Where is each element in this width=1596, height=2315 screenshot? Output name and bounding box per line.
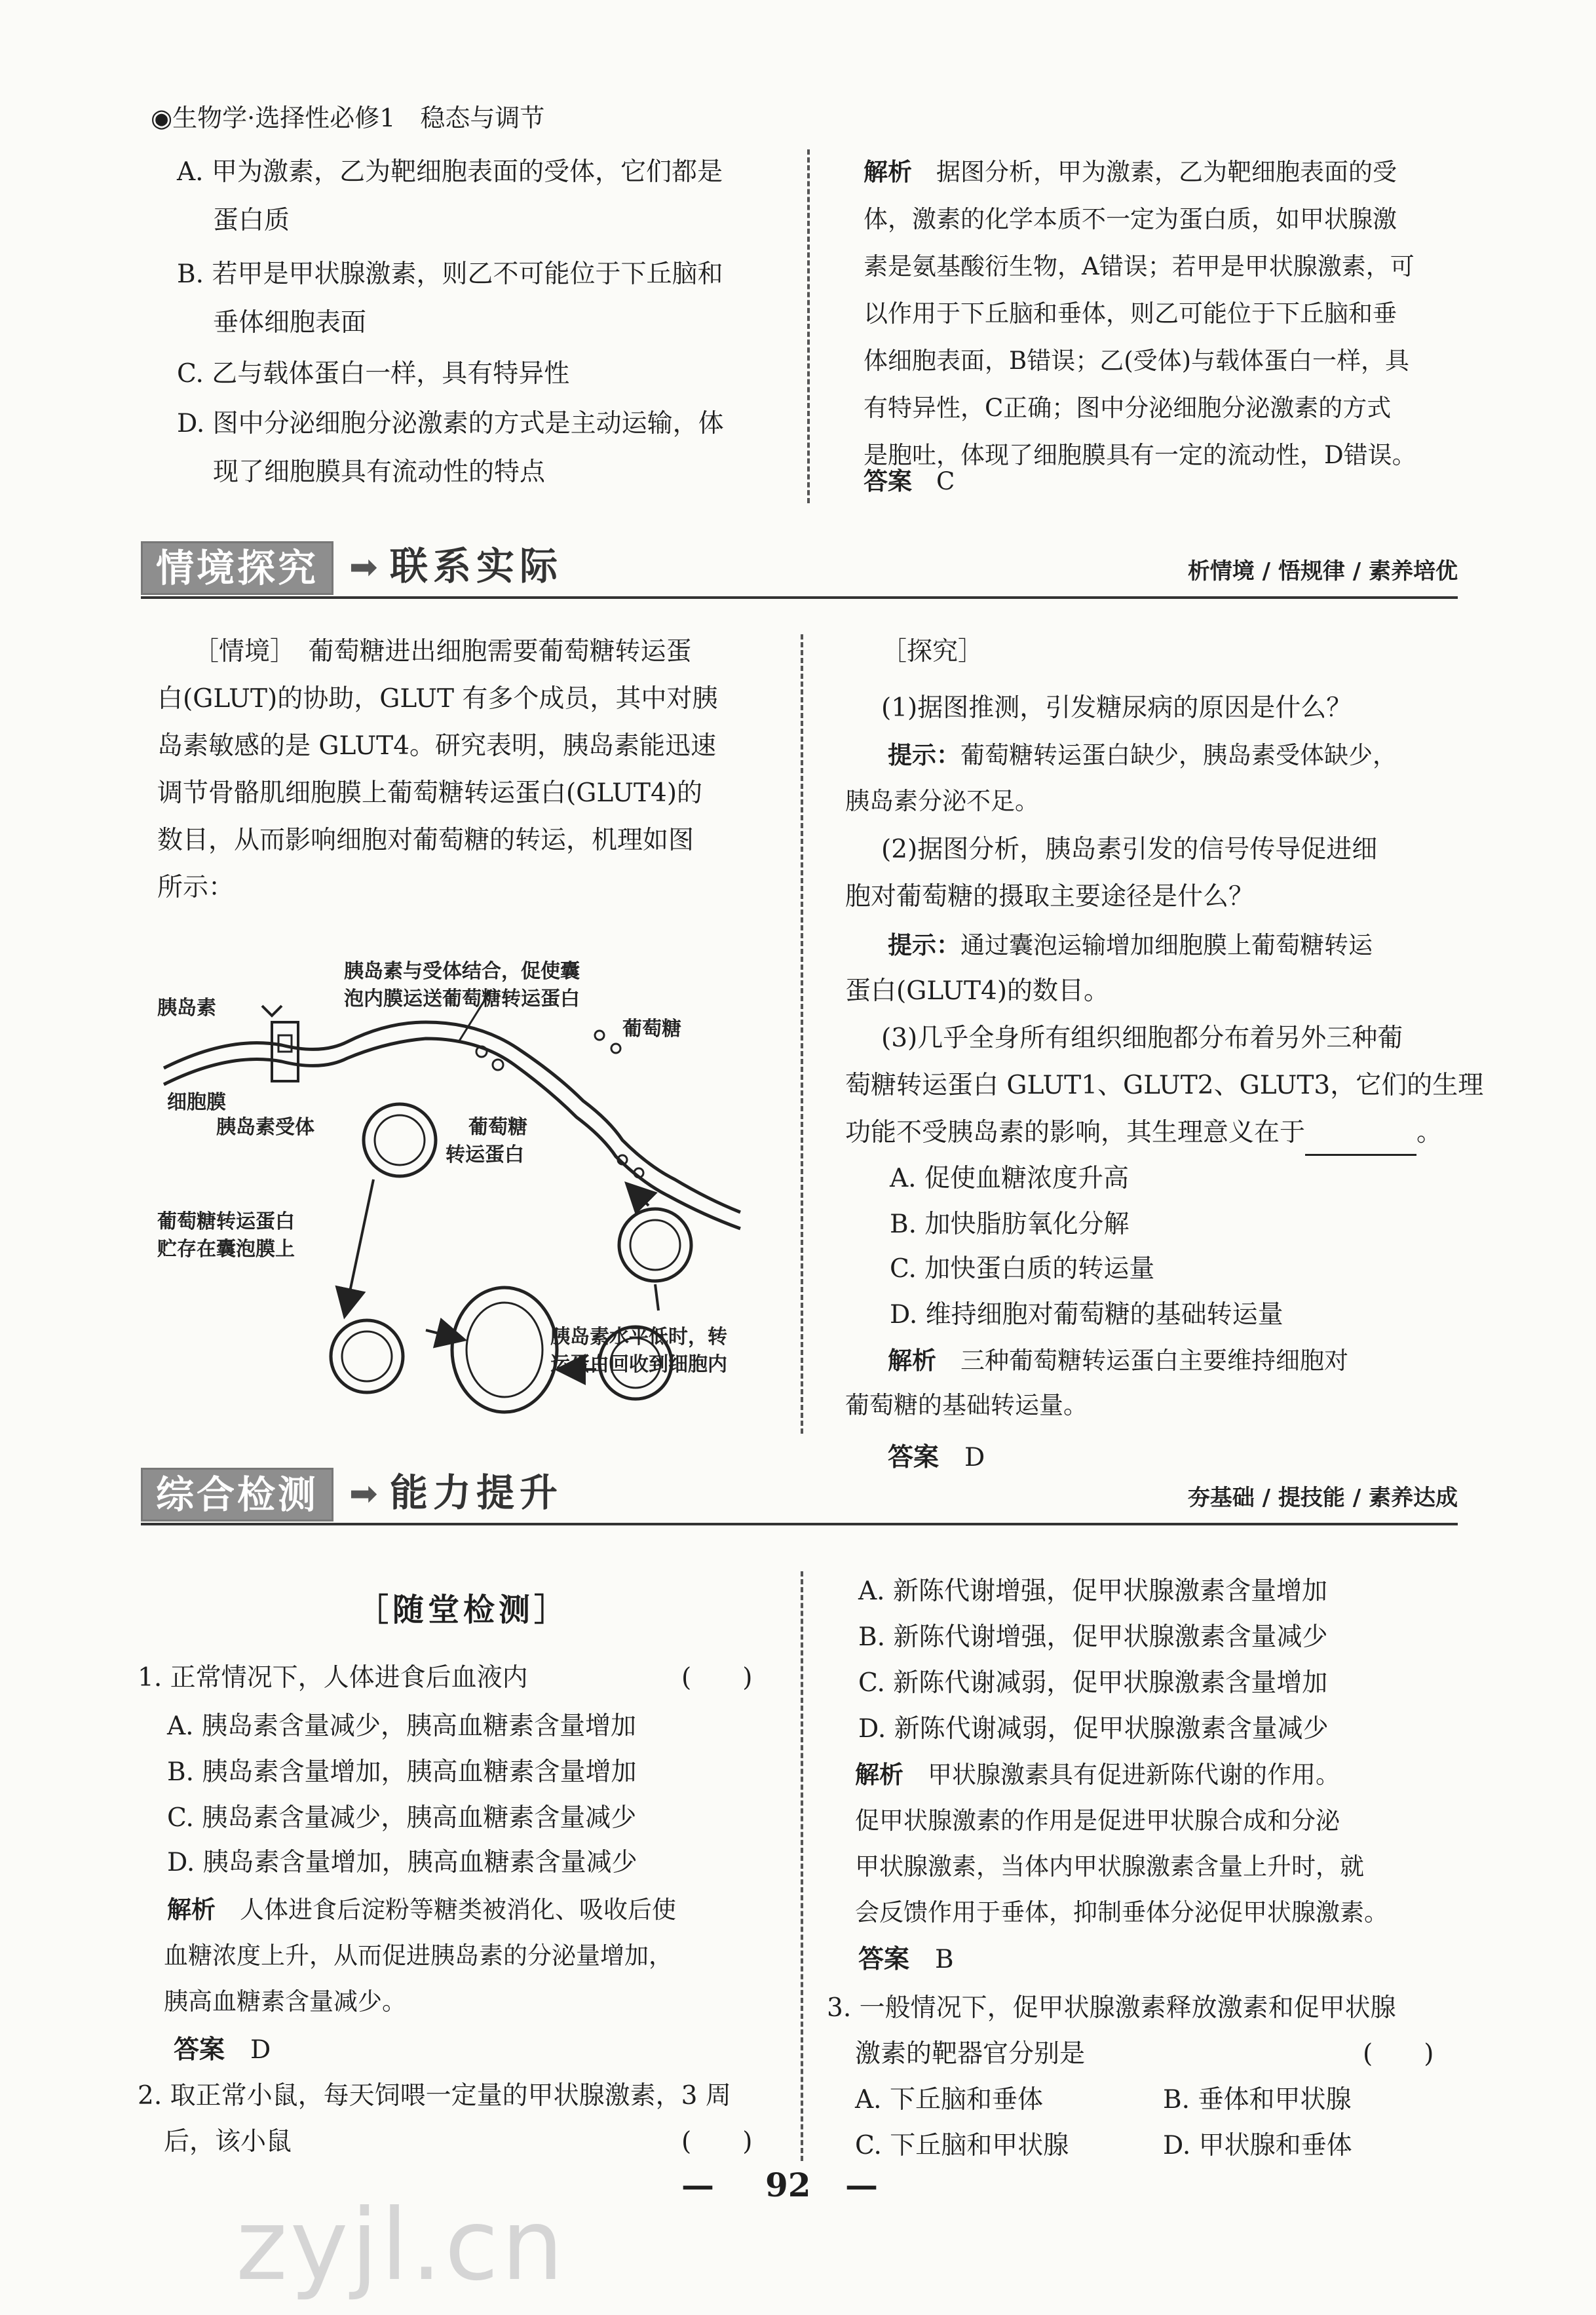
q2-analysis [855,1752,1340,1798]
answer-label: 答案 [864,467,912,495]
explore-option: B. 加快脂肪氧化分解 [890,1210,1130,1239]
situation-line: ［情境］ 葡萄糖进出细胞需要葡萄糖转运蛋 [193,637,692,666]
explore-q3: (3)几乎全身所有组织细胞都分布着另外三种葡 [881,1024,1403,1053]
quiz-q1-paren: ( ) [681,1663,753,1693]
option-b: B. 若甲是甲状腺激素，则乙不可能位于下丘脑和 [177,259,723,289]
analysis-text: 人体进食后淀粉等糖类被消化、吸收后使 [240,1896,676,1924]
option-d: D. 图中分泌细胞分泌激素的方式是主动运输，体 [177,409,724,438]
explore-q2-cont: 胞对葡萄糖的摄取主要途径是什么？ [845,882,1255,911]
explore-analysis [888,1338,1348,1384]
quiz-q2: 2. 取正常小鼠，每天饲喂一定量的甲状腺激素，3 周 [138,2081,731,2111]
section-rule [141,596,1458,599]
fig-label-receptor: 胰岛素受体 [216,1116,314,1139]
section-title: 能力提升 [390,1470,563,1515]
analysis-line: 是胞吐，体现了细胞膜具有一定的流动性，D错误。 [864,441,1416,469]
q1-analysis [167,1887,676,1933]
arrow-icon: ➡ [349,548,378,587]
explore-analysis-cont: 葡萄糖的基础转运量。 [845,1391,1088,1419]
situation-line: 数目，从而影响细胞对葡萄糖的转运，机理如图 [157,826,694,855]
q2-answer [858,1937,954,1983]
answer-value: C [936,467,955,495]
q3-option: C. 下丘脑和甲状腺 [855,2131,1069,2160]
quiz-q3: 3. 一般情况下，促甲状腺激素释放激素和促甲状腺 [827,1993,1396,2023]
situation-line: 调节骨骼肌细胞膜上葡萄糖转运蛋白(GLUT4)的 [157,778,703,808]
section-band-situation [141,541,1458,591]
q1-analysis-cont: 血糖浓度上升，从而促进胰岛素的分泌量增加， [164,1942,673,1970]
column-divider-mid [801,634,803,1434]
analysis-line: 有特异性，C正确；图中分泌细胞分泌激素的方式 [864,394,1392,422]
explore-a2 [888,923,1373,968]
answer-value: D [250,2035,271,2065]
section-subtitle: 夯基础 / 提技能 / 素养达成 [1187,1485,1458,1511]
explore-title: ［探究］ [881,637,984,666]
answer-label: 答案 [888,1443,940,1472]
situation-line: 岛素敏感的是 GLUT4。研究表明，胰岛素能迅速 [157,731,717,761]
explore-a2-cont: 蛋白(GLUT4)的数目。 [845,976,1110,1006]
fig-label-stored: 贮存在囊泡膜上 [157,1238,295,1261]
section-rule [141,1523,1458,1525]
top-analysis [864,149,1466,195]
arrow-icon: ➡ [349,1474,378,1514]
analysis-text: 甲状腺激素具有促进新陈代谢的作用。 [928,1761,1340,1789]
fig-label-low: 胰岛素水平低时，转 [550,1326,727,1349]
answer-label: 答案 [174,2035,225,2065]
situation-line: 所示： [157,873,235,902]
explore-q3-cont: 萄糖转运蛋白 GLUT1、GLUT2、GLUT3，它们的生理 [845,1071,1484,1100]
analysis-text: 三种葡萄糖转运蛋白主要维持细胞对 [960,1347,1348,1375]
q3-option: A. 下丘脑和垂体 [855,2085,1043,2114]
option-a: A. 甲为激素，乙为靶细胞表面的受体，它们都是 [177,157,723,187]
fig-label-transporter: 葡萄糖 [468,1116,527,1139]
q2-option: A. 新陈代谢增强，促甲状腺激素含量增加 [858,1577,1327,1606]
fig-label-insulin: 胰岛素 [157,997,216,1020]
q2-analysis-cont: 会反馈作用于垂体，抑制垂体分泌促甲状腺激素。 [855,1898,1388,1926]
quiz-q3-paren: ( ) [1363,2039,1434,2069]
analysis-label: 解析 [888,1347,936,1375]
option-d-cont: 现了细胞膜具有流动性的特点 [213,457,546,487]
fig-label-low: 运蛋白回收到细胞内 [550,1353,727,1376]
q2-option: C. 新陈代谢减弱，促甲状腺激素含量增加 [858,1668,1328,1698]
analysis-line: 以作用于下丘脑和垂体，则乙可能位于下丘脑和垂 [864,299,1397,328]
page-number: 92 [765,2166,811,2204]
hint-text: 葡萄糖转运蛋白缺少，胰岛素受体缺少， [960,741,1397,769]
q3-option: B. 垂体和甲状腺 [1163,2085,1352,2114]
explore-option: D. 维持细胞对葡萄糖的基础转运量 [890,1300,1283,1330]
quiz-q2-paren: ( ) [681,2127,753,2156]
q1-option: C. 胰岛素含量减少，胰高血糖素含量减少 [167,1803,637,1833]
section-subtitle: 析情境 / 悟规律 / 素养培优 [1187,558,1458,584]
q1-option: A. 胰岛素含量减少，胰高血糖素含量增加 [167,1712,636,1741]
analysis-label: 解析 [864,158,912,186]
fig-label-glucose: 葡萄糖 [622,1018,681,1041]
watermark: zyjl.cn [236,2189,567,2303]
answer-blank[interactable] [1305,1129,1416,1156]
page-dash-right: — [845,2166,878,2204]
quiz-q1: 1. 正常情况下，人体进食后血液内 [138,1663,528,1693]
hint-label: 提示： [888,931,960,959]
section-tag: 综合检测 [141,1468,333,1521]
q1-option: B. 胰岛素含量增加，胰高血糖素含量增加 [167,1757,637,1787]
answer-value: D [964,1443,985,1472]
section-tag: 情境探究 [141,541,333,595]
page-dash-left: — [681,2166,714,2204]
explore-q2: (2)据图分析，胰岛素引发的信号传导促进细 [881,835,1378,864]
fig-label-stored: 葡萄糖转运蛋白 [157,1210,295,1233]
analysis-line: 据图分析，甲为激素，乙为靶细胞表面的受 [936,158,1397,186]
analysis-label: 解析 [167,1896,216,1924]
analysis-line: 体细胞表面，B错误；乙(受体)与载体蛋白一样，具 [864,347,1410,375]
fig-label-binding: 泡内膜运送葡萄糖转运蛋白 [344,987,580,1010]
q2-option: B. 新陈代谢增强，促甲状腺激素含量减少 [858,1622,1328,1652]
answer-value: B [935,1945,954,1974]
column-divider-top [807,149,810,503]
insulin-icon [262,1006,282,1016]
fig-label-binding: 胰岛素与受体结合，促使囊 [344,960,580,983]
option-b-cont: 垂体细胞表面 [213,308,367,337]
analysis-line: 体，激素的化学本质不一定为蛋白质，如甲状腺激 [864,205,1397,233]
answer-label: 答案 [858,1945,910,1974]
q1-analysis-cont: 胰高血糖素含量减少。 [164,1987,406,2016]
q1-answer [174,2027,271,2073]
q3-text: 功能不受胰岛素的影响，其生理意义在于 [845,1118,1306,1147]
analysis-label: 解析 [855,1761,903,1789]
option-a-cont: 蛋白质 [213,206,290,235]
explore-q3-cont [845,1110,1442,1156]
explore-option: A. 促使血糖浓度升高 [890,1164,1129,1193]
section-title: 联系实际 [390,544,563,588]
explore-a1-cont: 胰岛素分泌不足。 [845,787,1039,815]
explore-option: C. 加快蛋白质的转运量 [890,1254,1155,1284]
analysis-line: 素是氨基酸衍生物，A错误；若甲是甲状腺激素，可 [864,252,1415,280]
hint-label: 提示： [888,741,960,769]
top-answer [864,459,955,505]
quiz-q3-cont: 激素的靶器官分别是 [855,2039,1086,2069]
q2-analysis-cont: 促甲状腺激素的作用是促进甲状腺合成和分泌 [855,1807,1340,1835]
option-c: C. 乙与载体蛋白一样，具有特异性 [177,359,570,389]
hint-text: 通过囊泡运输增加细胞膜上葡萄糖转运 [960,931,1373,959]
q2-analysis-cont: 甲状腺激素，当体内甲状腺激素含量上升时，就 [855,1852,1364,1881]
fig-label-transporter: 转运蛋白 [446,1143,524,1166]
quiz-q2-cont: 后，该小鼠 [164,2127,292,2156]
q3-end: 。 [1416,1118,1443,1147]
fig-label-membrane: 细胞膜 [167,1091,226,1114]
situation-line: 白(GLUT)的协助，GLUT 有多个成员，其中对胰 [157,684,718,714]
running-header: ◉生物学·选择性必修1 稳态与调节 [151,104,545,132]
q2-option: D. 新陈代谢减弱，促甲状腺激素含量减少 [858,1714,1329,1744]
explore-q1: (1)据图推测，引发糖尿病的原因是什么？ [881,693,1352,723]
explore-a1 [888,733,1397,778]
q3-option: D. 甲状腺和垂体 [1163,2131,1352,2160]
vesicle-icon [452,1288,557,1412]
q1-option: D. 胰岛素含量增加，胰高血糖素含量减少 [167,1848,637,1877]
quiz-title: ［随堂检测］ [357,1592,570,1628]
cycle-arrow [347,1179,373,1304]
column-divider-bottom [801,1571,803,2161]
section-band-quiz [141,1468,1458,1518]
